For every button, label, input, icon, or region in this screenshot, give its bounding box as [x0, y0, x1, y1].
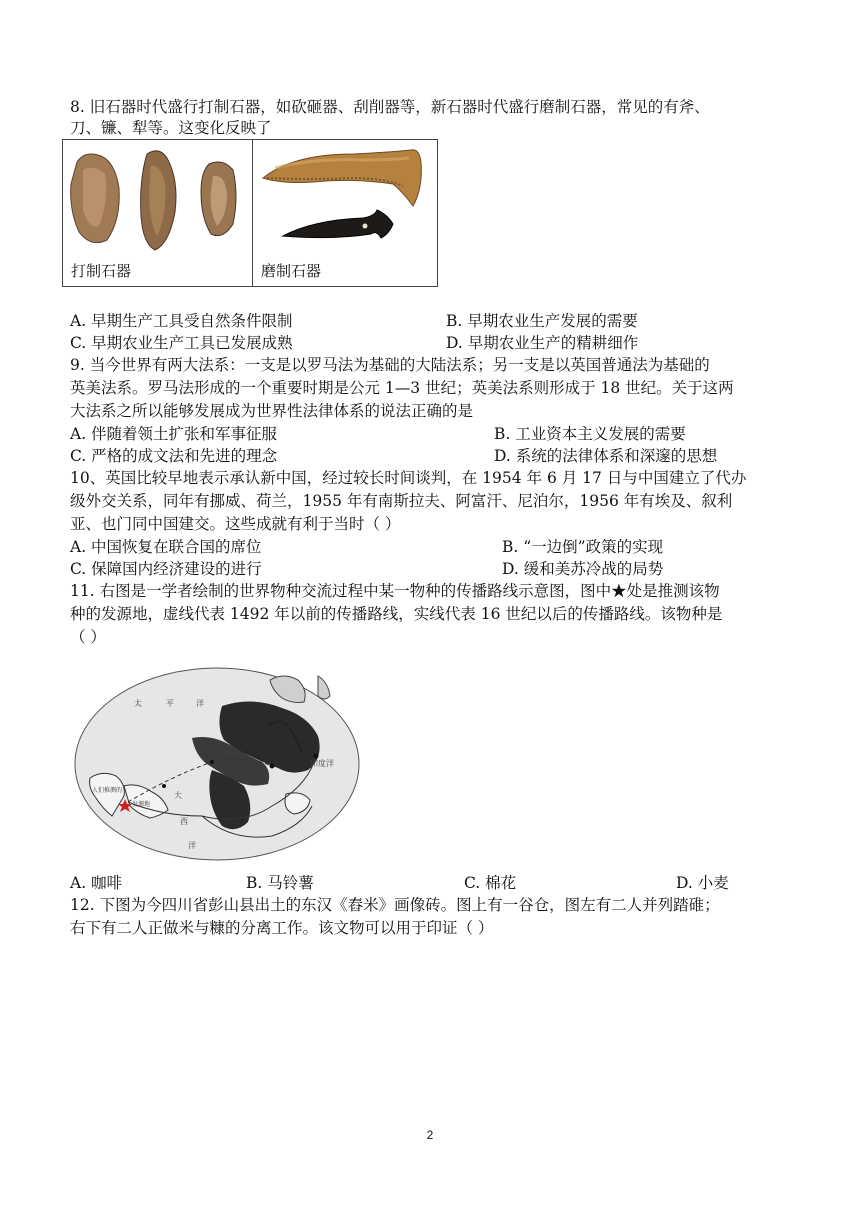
q11-option-b[interactable]: B. 马铃薯 [246, 874, 314, 892]
chipped-stone-tools-image [63, 140, 252, 260]
map-label-origin-2: 发源地 [132, 801, 151, 808]
q10-option-b[interactable]: B. “一边倒”政策的实现 [502, 538, 664, 556]
map-label-indian-ocean: 印度洋 [310, 759, 334, 768]
q12-stem-line2: 右下有二人正做米与糠的分离工作。该文物可以用于印证（ ） [70, 919, 494, 937]
q10-stem-line1: 10、英国比较早地表示承认新中国，经过较长时间谈判，在 1954 年 6 月 17 日与中国建立了代办 [70, 469, 747, 487]
map-label-origin-1: 人们推测的 [92, 787, 123, 794]
q11-option-d[interactable]: D. 小麦 [676, 874, 729, 892]
map-label-atlantic-1: 大 [174, 791, 182, 800]
q11-stem-line2: 种的发源地，虚线代表 1492 年以前的传播路线，实线代表 16 世纪以后的传播路线。该物种是 [70, 605, 723, 623]
q9-option-b[interactable]: B. 工业资本主义发展的需要 [494, 425, 686, 443]
chipped-stone-caption: 打制石器 [71, 262, 132, 280]
q11-option-a[interactable]: A. 咖啡 [70, 874, 123, 892]
q11-stem-line3: （ ） [70, 628, 106, 646]
q10-option-d[interactable]: D. 缓和美苏冷战的局势 [502, 560, 664, 578]
q9-option-a[interactable]: A. 伴随着领土扩张和军事征服 [70, 425, 278, 443]
q9-option-c[interactable]: C. 严格的成文法和先进的理念 [70, 447, 278, 465]
polished-stone-tools-image [253, 140, 439, 260]
q9-stem-line2: 英美法系。罗马法形成的一个重要时期是公元 1—3 世纪；英美法系则形成于 18 世纪。关于这两 [70, 379, 734, 397]
q12-stem-line1: 12. 下图为今四川省彭山县出土的东汉《舂米》画像砖。图上有一谷仓，图左有二人并列踏碓； [70, 896, 720, 914]
q9-option-d[interactable]: D. 系统的法律体系和深邃的思想 [494, 447, 718, 465]
species-spread-map [72, 666, 362, 862]
q8-option-a[interactable]: A. 早期生产工具受自然条件限制 [70, 312, 293, 330]
q8-option-c[interactable]: C. 早期农业生产工具已发展成熟 [70, 334, 293, 352]
q10-option-a[interactable]: A. 中国恢复在联合国的席位 [70, 538, 262, 556]
q11-option-c[interactable]: C. 棉花 [464, 874, 517, 892]
map-label-pacific-1: 太 [134, 699, 142, 708]
q8-figure-table [62, 139, 438, 287]
q10-stem-line2: 级外交关系，同年有挪威、荷兰，1955 年有南斯拉夫、阿富汗、尼泊尔，1956 年有埃及、叙利 [70, 492, 733, 510]
map-label-atlantic-2: 西 [180, 817, 188, 826]
map-label-pacific-3: 洋 [196, 699, 204, 708]
polished-stone-caption: 磨制石器 [261, 262, 322, 280]
q9-stem-line3: 大法系之所以能够发展成为世界性法律体系的说法正确的是 [70, 402, 474, 420]
map-label-atlantic-3: 洋 [188, 841, 196, 850]
q8-stem-line2: 刀、镰、犁等。这变化反映了 [70, 119, 272, 137]
q10-stem-line3: 亚、也门同中国建交。这些成就有利于当时（ ） [70, 515, 401, 533]
q8-option-d[interactable]: D. 早期农业生产的精耕细作 [446, 334, 639, 352]
q9-stem-line1: 9. 当今世界有两大法系：一支是以罗马法为基础的大陆法系；另一支是以英国普通法为基础的 [70, 356, 710, 374]
map-label-pacific-2: 平 [166, 699, 174, 708]
page-number: 2 [426, 1128, 434, 1142]
q10-option-c[interactable]: C. 保障国内经济建设的进行 [70, 560, 262, 578]
q11-stem-line1: 11. 右图是一学者绘制的世界物种交流过程中某一物种的传播路线示意图，图中★处是推测该物 [70, 582, 720, 600]
q8-option-b[interactable]: B. 早期农业生产发展的需要 [446, 312, 638, 330]
q8-stem-line1: 8. 旧石器时代盛行打制石器，如砍砸器、刮削器等，新石器时代盛行磨制石器，常见的有斧、 [70, 98, 710, 116]
